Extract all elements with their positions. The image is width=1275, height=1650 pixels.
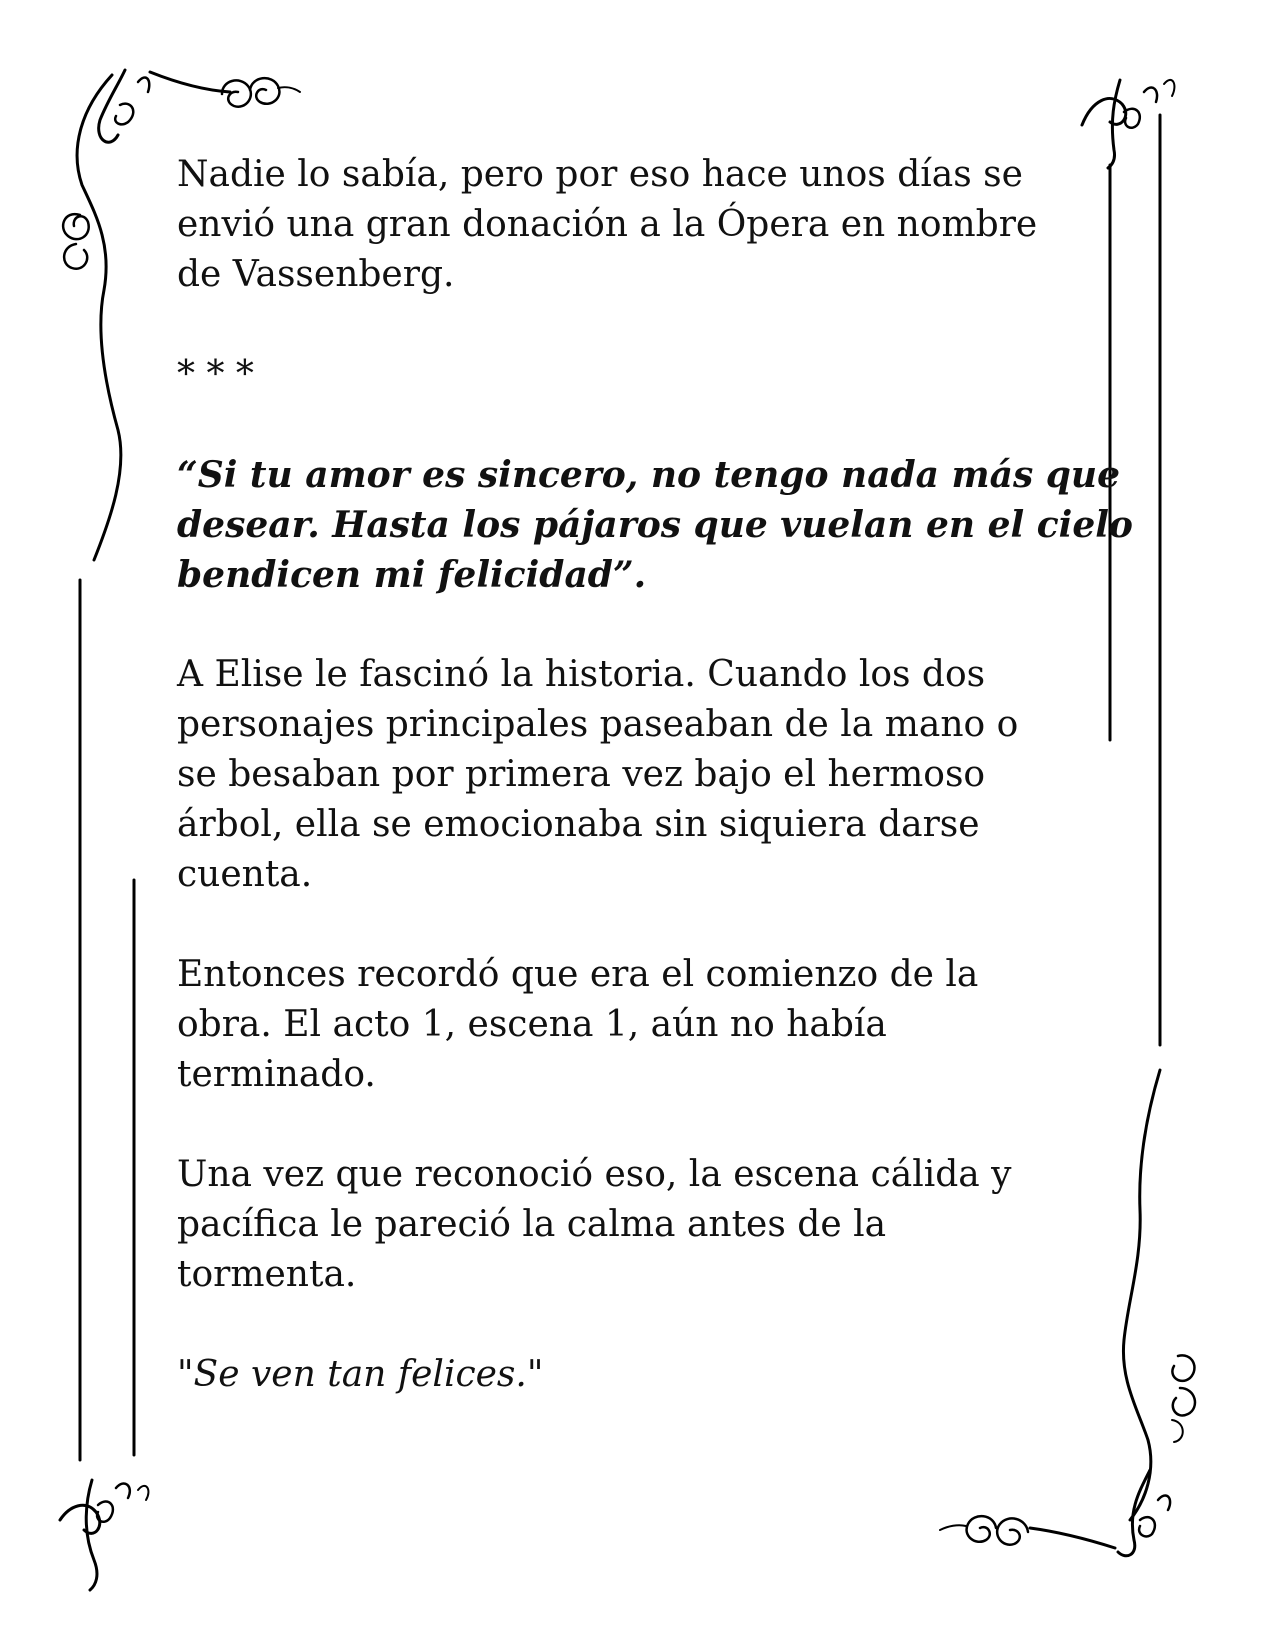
text-line: Nadie lo sabía, pero por eso hace unos días se	[177, 154, 1023, 195]
paragraph	[177, 350, 1107, 400]
text-line: desear. Hasta los pájaros que vuelan en el cielo	[177, 504, 1133, 546]
document-body	[177, 150, 1133, 1450]
text-line: envió una gran donación a la Ópera en nombre	[177, 204, 1038, 245]
text-line: personajes principales paseaban de la mano o	[177, 704, 1019, 745]
text-line: árbol, ella se emocionaba sin siquiera darse	[177, 804, 980, 845]
paragraph	[177, 150, 1107, 300]
text-line: pacífica le pareció la calma antes de la	[177, 1204, 887, 1245]
text-line: A Elise le fascinó la historia. Cuando los dos	[177, 654, 986, 695]
paragraph	[177, 1150, 1107, 1300]
text-line: “Si tu amor es sincero, no tengo nada más que	[177, 454, 1121, 496]
paragraph	[177, 650, 1107, 900]
corner-ornament-bottom-left	[60, 1480, 148, 1590]
text-line: tormenta.	[177, 1254, 357, 1295]
paragraph	[177, 950, 1107, 1100]
text-line: cuenta.	[177, 854, 313, 895]
text-line: Una vez que reconoció eso, la escena cálida y	[177, 1154, 1012, 1195]
text-line: obra. El acto 1, escena 1, aún no había	[177, 1004, 887, 1045]
text-line: bendicen mi felicidad”.	[177, 554, 647, 596]
paragraph	[177, 1350, 1107, 1400]
text-line: "Se ven tan felices."	[177, 1354, 544, 1395]
text-line: Entonces recordó que era el comienzo de la	[177, 954, 979, 995]
paragraph	[177, 450, 1133, 600]
text-line: de Vassenberg.	[177, 254, 455, 295]
text-line: terminado.	[177, 1054, 376, 1095]
text-line: se besaban por primera vez bajo el hermoso	[177, 754, 986, 795]
text-line: * * *	[177, 354, 254, 395]
